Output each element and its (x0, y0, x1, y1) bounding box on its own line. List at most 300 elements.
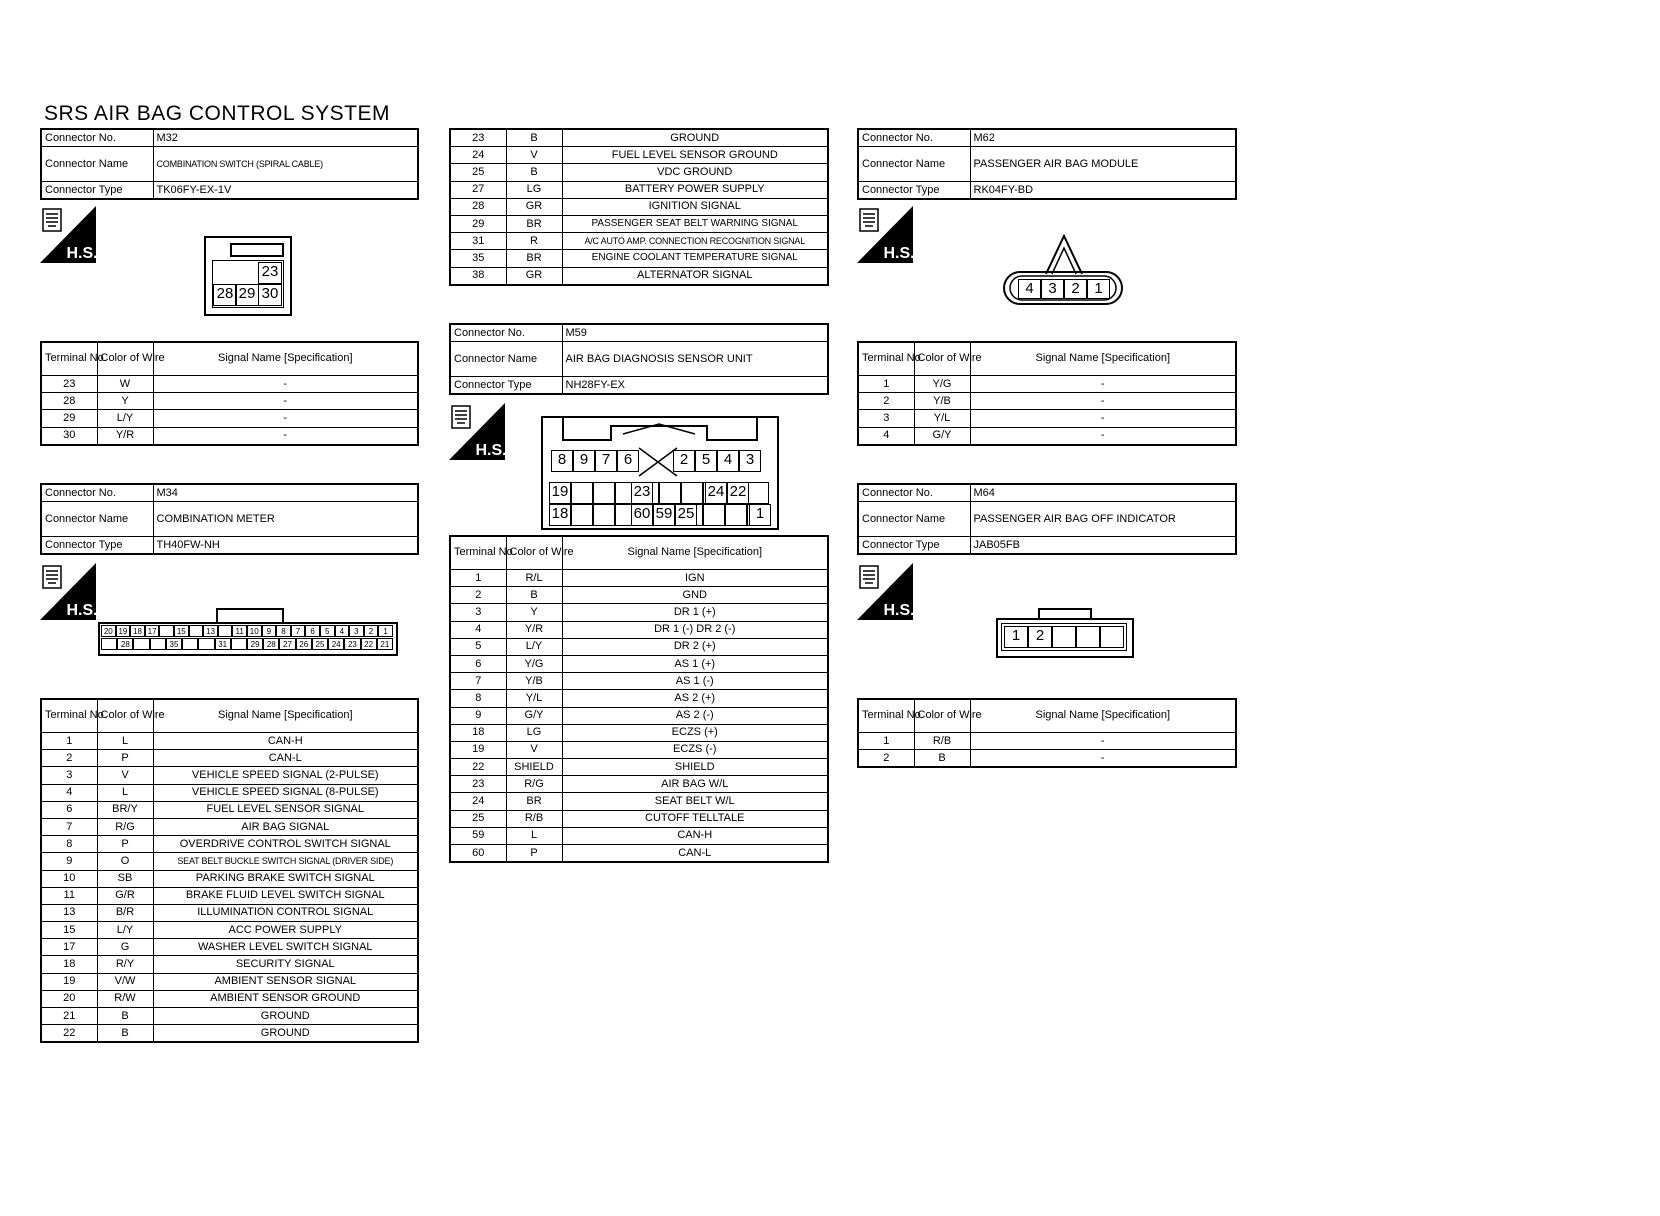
signal-name: PASSENGER SEAT BELT WARNING SIGNAL (562, 215, 828, 232)
signal-name: VEHICLE SPEED SIGNAL (2-PULSE) (153, 767, 418, 784)
wire-color: G/Y (506, 707, 562, 724)
pin: 25 (312, 638, 328, 650)
pin: 35 (166, 638, 182, 650)
terminal-row (450, 673, 828, 690)
terminal-no: 23 (450, 776, 506, 793)
wire-color: Y/G (506, 655, 562, 672)
wire-color: B (506, 129, 562, 147)
pin-1: 1 (1087, 279, 1110, 299)
pin: 7 (291, 625, 306, 637)
connector-type-label: Connector Type (450, 377, 562, 395)
terminal-no: 28 (450, 198, 506, 215)
terminal-row (450, 655, 828, 672)
signal-name: - (970, 376, 1236, 393)
terminal-no: 19 (41, 973, 97, 990)
terminal-row (450, 776, 828, 793)
pin-30: 30 (258, 284, 282, 306)
signal-name: AMBIENT SENSOR SIGNAL (153, 973, 418, 990)
hs-label: H.S. (66, 602, 98, 619)
connector-name-label: Connector Name (41, 502, 153, 537)
pin: 3 (349, 625, 364, 637)
connector-no-value: M32 (153, 129, 418, 147)
pin-slot (571, 504, 593, 526)
signal-name: BRAKE FLUID LEVEL SWITCH SIGNAL (153, 887, 418, 904)
connector-name-value: COMBINATION SWITCH (SPIRAL CABLE) (153, 147, 418, 182)
terminal-no: 38 (450, 267, 506, 285)
terminal-no: 17 (41, 939, 97, 956)
terminal-row (41, 956, 418, 973)
wire-color: B (97, 1008, 153, 1025)
terminal-row (41, 904, 418, 921)
signal-header: Signal Name [Specification] (970, 342, 1236, 376)
wire-color: Y/G (914, 376, 970, 393)
terminal-row (450, 759, 828, 776)
terminal-row (41, 767, 418, 784)
terminal-row (450, 250, 828, 267)
terminal-no: 2 (858, 750, 914, 768)
connector-no-label: Connector No. (41, 129, 153, 147)
signal-name: SECURITY SIGNAL (153, 956, 418, 973)
signal-name: CAN-H (562, 827, 828, 844)
signal-name: AS 1 (-) (562, 673, 828, 690)
terminal-row (41, 376, 418, 393)
wire-color: B (97, 1025, 153, 1043)
terminal-no: 1 (450, 570, 506, 587)
hs-label: H.S. (883, 602, 915, 619)
terminal-row (858, 427, 1236, 445)
pin: 8 (276, 625, 291, 637)
connector-no-label: Connector No. (858, 129, 970, 147)
terminal-no: 31 (450, 233, 506, 250)
terminal-row (41, 870, 418, 887)
terminal-no: 30 (41, 427, 97, 445)
signal-name: DR 1 (+) (562, 604, 828, 621)
m59-connector-header (449, 323, 829, 395)
wire-color: L/Y (97, 922, 153, 939)
wire-color: P (97, 750, 153, 767)
pin (101, 638, 117, 650)
terminal-no: 10 (41, 870, 97, 887)
m59-connector-diagram (541, 416, 779, 530)
pin: 18 (549, 504, 571, 526)
terminal-row (858, 410, 1236, 427)
terminal-row (41, 939, 418, 956)
wire-color: Y/L (914, 410, 970, 427)
wire-color: R/B (914, 733, 970, 750)
hs-label: H.S. (883, 245, 915, 262)
terminal-row (858, 750, 1236, 768)
wire-color: W (97, 376, 153, 393)
terminal-row (41, 427, 418, 445)
pin: 15 (174, 625, 189, 637)
m34-terminal-table-continued (449, 128, 829, 286)
pin: 3 (739, 450, 761, 472)
wire-color: G/R (97, 887, 153, 904)
terminal-no: 1 (858, 376, 914, 393)
terminal-no: 7 (450, 673, 506, 690)
terminal-no: 27 (450, 181, 506, 198)
connector-no-value: M34 (153, 484, 418, 502)
pin (198, 638, 214, 650)
terminal-no: 7 (41, 818, 97, 835)
wire-color: GR (506, 267, 562, 285)
terminal-no: 9 (450, 707, 506, 724)
hs-label: H.S. (66, 245, 98, 262)
harness-side-icon (40, 563, 96, 620)
terminal-row (450, 741, 828, 758)
wire-color: V (97, 767, 153, 784)
signal-name: DR 1 (-) DR 2 (-) (562, 621, 828, 638)
signal-name: SEAT BELT BUCKLE SWITCH SIGNAL (DRIVER SIDE) (153, 853, 418, 870)
pin (150, 638, 166, 650)
wire-color: G (97, 939, 153, 956)
terminal-no: 15 (41, 922, 97, 939)
terminal-row (41, 1025, 418, 1043)
terminal-row (450, 570, 828, 587)
wire-color: R/L (506, 570, 562, 587)
signal-name: GROUND (153, 1025, 418, 1043)
connector-type-value: NH28FY-EX (562, 377, 828, 395)
wire-color: L (97, 784, 153, 801)
terminal-no-header: Terminal No. (450, 536, 506, 570)
pin (159, 625, 174, 637)
pin: 23 (344, 638, 360, 650)
pin (218, 625, 233, 637)
connector-no-label: Connector No. (41, 484, 153, 502)
terminal-row (41, 973, 418, 990)
wire-color: P (97, 836, 153, 853)
color-header: Color of Wire (97, 699, 153, 733)
signal-name: WASHER LEVEL SWITCH SIGNAL (153, 939, 418, 956)
signal-name: AS 2 (+) (562, 690, 828, 707)
wire-color: Y/B (914, 393, 970, 410)
pin-empty (1076, 626, 1100, 648)
signal-name: - (153, 410, 418, 427)
wire-color: B (506, 587, 562, 604)
wire-color: R/B (506, 810, 562, 827)
terminal-no: 20 (41, 990, 97, 1007)
wire-color: LG (506, 181, 562, 198)
terminal-no: 19 (450, 741, 506, 758)
wire-color: SHIELD (506, 759, 562, 776)
terminal-row (41, 818, 418, 835)
terminal-no: 29 (41, 410, 97, 427)
color-header: Color of Wire (506, 536, 562, 570)
pin: 8 (551, 450, 573, 472)
signal-name: SEAT BELT W/L (562, 793, 828, 810)
signal-name: AS 1 (+) (562, 655, 828, 672)
signal-name: - (153, 393, 418, 410)
terminal-row (41, 750, 418, 767)
wire-color: R/G (97, 818, 153, 835)
pin: 22 (361, 638, 377, 650)
pin-slot (747, 482, 769, 504)
pin: 60 (631, 504, 653, 526)
terminal-row (450, 810, 828, 827)
signal-name: IGNITION SIGNAL (562, 198, 828, 215)
pin: 13 (203, 625, 218, 637)
terminal-no: 4 (450, 621, 506, 638)
connector-type-value: TH40FW-NH (153, 537, 418, 555)
signal-name: CAN-L (562, 845, 828, 863)
terminal-row (858, 393, 1236, 410)
pin: 28 (263, 638, 279, 650)
signal-header: Signal Name [Specification] (153, 699, 418, 733)
signal-name: A/C AUTO AMP. CONNECTION RECOGNITION SIGNAL (562, 233, 828, 250)
terminal-row (450, 587, 828, 604)
terminal-row (450, 827, 828, 844)
pin: 22 (727, 482, 749, 504)
pin: 4 (717, 450, 739, 472)
connector-type-label: Connector Type (41, 182, 153, 200)
signal-name: GND (562, 587, 828, 604)
signal-name: ECZS (+) (562, 724, 828, 741)
wire-color: L (506, 827, 562, 844)
signal-name: PARKING BRAKE SWITCH SIGNAL (153, 870, 418, 887)
connector-name-label: Connector Name (41, 147, 153, 182)
wire-color: SB (97, 870, 153, 887)
terminal-row (41, 1008, 418, 1025)
terminal-no: 3 (858, 410, 914, 427)
signal-name: FUEL LEVEL SENSOR SIGNAL (153, 801, 418, 818)
signal-name: ACC POWER SUPPLY (153, 922, 418, 939)
pin: 2 (364, 625, 379, 637)
m34-connector-header (40, 483, 419, 555)
terminal-row (858, 376, 1236, 393)
terminal-no: 18 (41, 956, 97, 973)
m62-connector-header (857, 128, 1237, 200)
signal-name: ILLUMINATION CONTROL SIGNAL (153, 904, 418, 921)
pin-slot (593, 482, 615, 504)
pin-slot (659, 482, 681, 504)
connector-type-label: Connector Type (858, 537, 970, 555)
pin: 10 (247, 625, 262, 637)
wire-color: O (97, 853, 153, 870)
terminal-no: 2 (858, 393, 914, 410)
wire-color: L/Y (97, 410, 153, 427)
wire-color: Y/R (506, 621, 562, 638)
pin: 6 (617, 450, 639, 472)
connector-name-value: PASSENGER AIR BAG MODULE (970, 147, 1236, 182)
pin: 19 (116, 625, 131, 637)
connector-no-label: Connector No. (858, 484, 970, 502)
signal-name: VDC GROUND (562, 164, 828, 181)
connector-name-value: AIR BAG DIAGNOSIS SENSOR UNIT (562, 342, 828, 377)
terminal-row (41, 990, 418, 1007)
pin-2: 2 (1064, 279, 1087, 299)
terminal-no: 23 (41, 376, 97, 393)
terminal-no-header: Terminal No. (41, 342, 97, 376)
signal-name: AIR BAG W/L (562, 776, 828, 793)
terminal-row (41, 887, 418, 904)
terminal-no: 11 (41, 887, 97, 904)
pin: 5 (320, 625, 335, 637)
pin (133, 638, 149, 650)
wire-color: V/W (97, 973, 153, 990)
terminal-no: 35 (450, 250, 506, 267)
pin-empty (1052, 626, 1076, 648)
wire-color: Y/B (506, 673, 562, 690)
terminal-row (41, 801, 418, 818)
terminal-no: 4 (858, 427, 914, 445)
terminal-no: 25 (450, 164, 506, 181)
terminal-no: 6 (450, 655, 506, 672)
m32-connector-header (40, 128, 419, 200)
signal-name: CAN-L (153, 750, 418, 767)
signal-name: IGN (562, 570, 828, 587)
pin: 20 (101, 625, 116, 637)
connector-no-value: M59 (562, 324, 828, 342)
wire-color: Y/L (506, 690, 562, 707)
signal-header: Signal Name [Specification] (562, 536, 828, 570)
m64-connector-header (857, 483, 1237, 555)
harness-side-icon (449, 403, 505, 460)
m64-connector-diagram (996, 608, 1134, 658)
pin: 2 (673, 450, 695, 472)
wire-color: G/Y (914, 427, 970, 445)
pin (189, 625, 204, 637)
connector-type-label: Connector Type (41, 537, 153, 555)
wire-color: R/Y (97, 956, 153, 973)
pin: 18 (130, 625, 145, 637)
pin-4: 4 (1018, 279, 1041, 299)
signal-name: ECZS (-) (562, 741, 828, 758)
signal-name: - (970, 427, 1236, 445)
connector-name-label: Connector Name (858, 147, 970, 182)
wire-color: B (914, 750, 970, 768)
wire-color: Y (97, 393, 153, 410)
signal-name: ALTERNATOR SIGNAL (562, 267, 828, 285)
wire-color: B/R (97, 904, 153, 921)
signal-name: CUTOFF TELLTALE (562, 810, 828, 827)
m62-connector-diagram (1002, 234, 1126, 308)
signal-name: - (153, 427, 418, 445)
terminal-row (450, 215, 828, 232)
signal-name: SHIELD (562, 759, 828, 776)
terminal-row (450, 164, 828, 181)
signal-header: Signal Name [Specification] (153, 342, 418, 376)
terminal-no: 3 (41, 767, 97, 784)
signal-name: GROUND (562, 129, 828, 147)
terminal-no: 1 (858, 733, 914, 750)
signal-name: GROUND (153, 1008, 418, 1025)
connector-type-value: TK06FY-EX-1V (153, 182, 418, 200)
m34-connector-diagram (98, 608, 398, 656)
terminal-no: 24 (450, 793, 506, 810)
color-header: Color of Wire (97, 342, 153, 376)
terminal-no: 29 (450, 215, 506, 232)
terminal-row (450, 845, 828, 863)
terminal-row (41, 853, 418, 870)
signal-name: AIR BAG SIGNAL (153, 818, 418, 835)
connector-type-value: JAB05FB (970, 537, 1236, 555)
pin: 1 (749, 504, 771, 526)
signal-name: OVERDRIVE CONTROL SWITCH SIGNAL (153, 836, 418, 853)
terminal-no: 59 (450, 827, 506, 844)
signal-name: AMBIENT SENSOR GROUND (153, 990, 418, 1007)
pin: 1 (378, 625, 393, 637)
harness-side-icon (40, 206, 96, 263)
connector-no-label: Connector No. (450, 324, 562, 342)
terminal-no: 8 (41, 836, 97, 853)
pin (231, 638, 247, 650)
wire-color: R (506, 233, 562, 250)
terminal-row (450, 793, 828, 810)
pin-29: 29 (235, 284, 259, 306)
pin: 21 (377, 638, 393, 650)
m32-connector-diagram (204, 236, 292, 316)
terminal-no: 23 (450, 129, 506, 147)
pin: 7 (595, 450, 617, 472)
terminal-row (858, 733, 1236, 750)
pin: 24 (328, 638, 344, 650)
pin: 6 (305, 625, 320, 637)
terminal-row (450, 638, 828, 655)
m62-terminal-table (857, 341, 1237, 446)
connector-type-value: RK04FY-BD (970, 182, 1236, 200)
wire-color: V (506, 741, 562, 758)
terminal-row (450, 604, 828, 621)
pin-3: 3 (1041, 279, 1064, 299)
terminal-row (450, 707, 828, 724)
signal-name: FUEL LEVEL SENSOR GROUND (562, 147, 828, 164)
pin: 19 (549, 482, 571, 504)
signal-name: CAN-H (153, 733, 418, 750)
pin: 28 (117, 638, 133, 650)
terminal-no: 5 (450, 638, 506, 655)
page-title: SRS AIR BAG CONTROL SYSTEM (44, 102, 390, 125)
pin: 27 (279, 638, 295, 650)
signal-name: - (970, 750, 1236, 768)
signal-name: ENGINE COOLANT TEMPERATURE SIGNAL (562, 250, 828, 267)
terminal-no: 28 (41, 393, 97, 410)
connector-name-value: PASSENGER AIR BAG OFF INDICATOR (970, 502, 1236, 537)
m59-terminal-table (449, 535, 829, 863)
terminal-no-header: Terminal No. (858, 699, 914, 733)
pin-28: 28 (213, 284, 237, 306)
terminal-row (450, 198, 828, 215)
wire-color: V (506, 147, 562, 164)
harness-side-icon (857, 563, 913, 620)
wire-color: B (506, 164, 562, 181)
signal-header: Signal Name [Specification] (970, 699, 1236, 733)
wire-color: Y (506, 604, 562, 621)
terminal-no: 60 (450, 845, 506, 863)
terminal-no: 21 (41, 1008, 97, 1025)
signal-name: DR 2 (+) (562, 638, 828, 655)
color-header: Color of Wire (914, 342, 970, 376)
m64-terminal-table (857, 698, 1237, 768)
pin: 59 (653, 504, 675, 526)
wire-color: L/Y (506, 638, 562, 655)
terminal-row (450, 621, 828, 638)
terminal-row (41, 784, 418, 801)
pin (182, 638, 198, 650)
terminal-row (41, 836, 418, 853)
hs-label: H.S. (475, 442, 507, 459)
wire-color: Y/R (97, 427, 153, 445)
wire-color: GR (506, 198, 562, 215)
m34-terminal-table (40, 698, 419, 1043)
terminal-row (41, 922, 418, 939)
terminal-no-header: Terminal No. (41, 699, 97, 733)
m32-terminal-table (40, 341, 419, 446)
pin: 26 (296, 638, 312, 650)
terminal-row (450, 147, 828, 164)
pin: 24 (705, 482, 727, 504)
pin-1: 1 (1004, 626, 1028, 648)
wire-color: BR (506, 215, 562, 232)
